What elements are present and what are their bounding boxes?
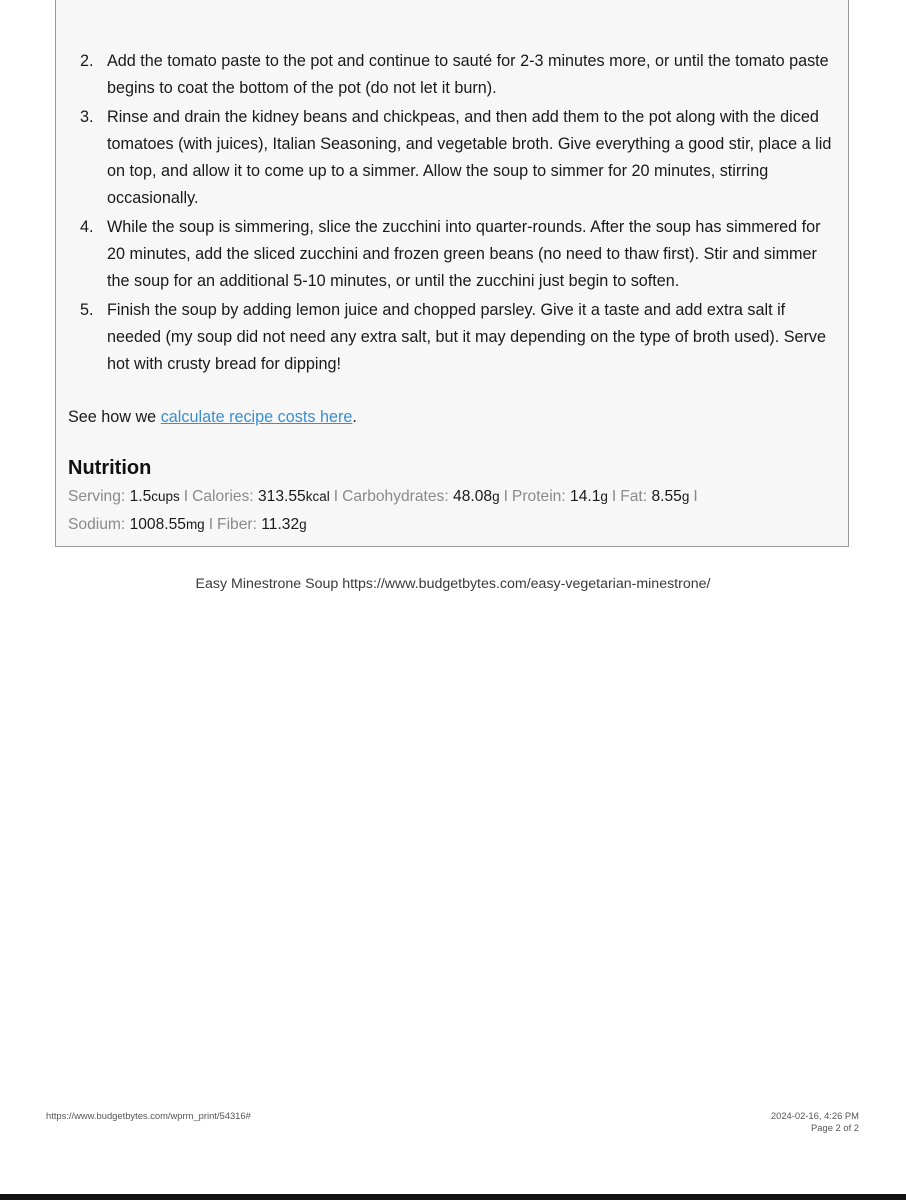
nutrition-value: 8.55 xyxy=(651,488,682,505)
step-text: Finish the soup by adding lemon juice and chopped parsley. Give it a taste and add extra salt if needed (my soup did not need any extra salt, but it may depending on the type of broth used). Serve hot with crusty bread for dipping! xyxy=(107,301,827,373)
nutrition-value: 313.55 xyxy=(258,488,306,505)
print-footer-url: https://www.budgetbytes.com/wprm_print/54316# xyxy=(46,1110,251,1121)
nutrition-unit: mg xyxy=(185,517,205,532)
costs-suffix: . xyxy=(352,408,357,426)
nutrition-label: Protein: xyxy=(511,488,566,505)
recipe-source-line: Easy Minestrone Soup https://www.budgetbytes.com/easy-vegetarian-minestrone/ xyxy=(195,576,711,592)
nutrition-label: Carbohydrates: xyxy=(342,488,449,505)
recipe-costs-note xyxy=(68,404,357,431)
calculate-costs-link[interactable]: calculate recipe costs here xyxy=(160,408,353,426)
nutrition-facts xyxy=(68,483,828,539)
instruction-step xyxy=(80,104,840,212)
bottom-edge-bar xyxy=(0,1194,906,1200)
nutrition-separator: I xyxy=(208,516,214,533)
costs-prefix: See how we xyxy=(68,408,161,426)
nutrition-unit: g xyxy=(600,489,608,504)
step-number: 5. xyxy=(80,301,94,319)
nutrition-separator: I xyxy=(503,488,508,505)
nutrition-separator: I xyxy=(333,488,339,505)
nutrition-value: 1008.55 xyxy=(129,516,186,533)
instruction-step xyxy=(80,297,840,378)
step-number: 3. xyxy=(80,108,94,126)
page-number: Page 2 of 2 xyxy=(811,1122,859,1133)
instruction-step xyxy=(80,214,840,295)
print-timestamp: 2024-02-16, 4:26 PM xyxy=(770,1110,859,1121)
nutrition-item-protein xyxy=(512,488,608,505)
nutrition-unit: kcal xyxy=(305,489,330,504)
nutrition-unit: cups xyxy=(151,489,180,504)
nutrition-unit: g xyxy=(681,489,690,504)
step-number: 4. xyxy=(80,218,94,236)
nutrition-label: Fiber: xyxy=(217,516,257,533)
nutrition-label: Serving: xyxy=(68,488,126,505)
nutrition-item-fiber xyxy=(217,516,307,533)
step-text: While the soup is simmering, slice the zucchini into quarter-rounds. After the soup has simmered for 20 minutes, add the sliced zucchini and frozen green beans (no need to thaw first). Stir and simmer the soup for an additional 5-10 minutes, or until the zucchini just begin to soften. xyxy=(107,218,821,290)
nutrition-label: Sodium: xyxy=(68,516,126,533)
step-text: Add the tomato paste to the pot and continue to sauté for 2-3 minutes more, or until the tomato paste begins to coat the bottom of the pot (do not let it burn). xyxy=(107,52,829,97)
nutrition-item-carbohydrates xyxy=(342,488,500,505)
nutrition-heading: Nutrition xyxy=(68,457,152,479)
nutrition-value: 1.5 xyxy=(129,488,152,505)
nutrition-item-calories xyxy=(192,488,330,505)
nutrition-item-fat xyxy=(620,488,689,505)
nutrition-value: 48.08 xyxy=(453,488,493,505)
nutrition-item-sodium xyxy=(68,516,205,533)
step-number: 2. xyxy=(80,52,94,70)
instruction-step xyxy=(80,48,840,102)
step-text: Rinse and drain the kidney beans and chickpeas, and then add them to the pot along with the diced tomatoes (with juices), Italian Seasoning, and vegetable broth. Give everything a good stir, place a lid on top, and allow it to come up to a simmer. Allow the soup to simmer for 20 minutes, stirring occasionally. xyxy=(107,108,832,207)
nutrition-separator: I xyxy=(183,488,189,505)
print-footer-meta xyxy=(771,1110,859,1134)
nutrition-separator: I xyxy=(693,488,698,505)
nutrition-value: 14.1 xyxy=(570,488,601,505)
nutrition-item-serving xyxy=(68,488,180,505)
nutrition-unit: g xyxy=(492,489,500,504)
instructions-list xyxy=(80,48,840,378)
nutrition-label: Calories: xyxy=(192,488,254,505)
nutrition-unit: g xyxy=(299,517,307,532)
nutrition-separator: I xyxy=(611,488,617,505)
nutrition-label: Fat: xyxy=(620,488,648,505)
nutrition-value: 11.32 xyxy=(261,516,300,533)
